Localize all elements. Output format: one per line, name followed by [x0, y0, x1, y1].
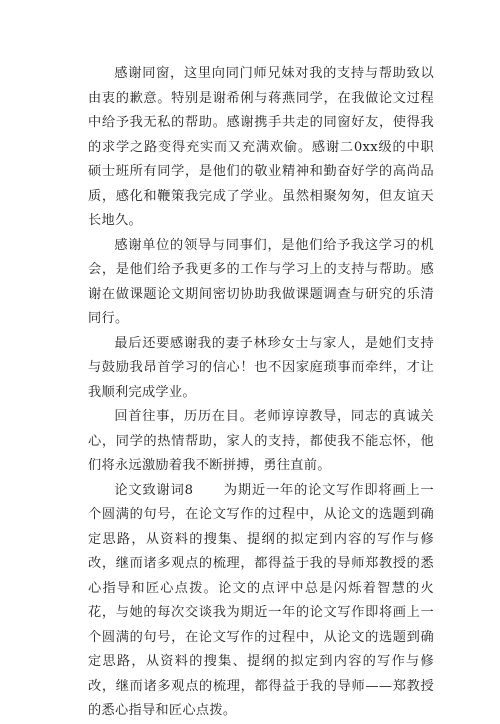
- paragraph-section-8: [88, 479, 434, 724]
- paragraph-family: 最后还要感谢我的妻子林珍女士与家人，是她们支持与鼓励我昂首学习的信心！也不因家庭琐事而牵绊，才让我顺利完成学业。: [88, 335, 434, 400]
- paragraph-colleagues: 感谢单位的领导与同事们，是他们给予我这学习的机会，是他们给予我更多的工作与学习上的支持与帮助。感谢在做课题论文期间密切协助我做课题调查与研究的乐清同行。: [88, 237, 434, 326]
- document-page: [88, 62, 434, 724]
- section-body: 为期近一年的论文写作即将画上一个圆满的句号，在论文写作的过程中，从论文的选题到确定思路，从资料的搜集、提纲的拟定到内容的写作与修改，继而诸多观点的梳理，都得益于我的导师郑教授的悉心指导和匠心点拨。论文的点评中总是闪烁着智慧的火花，与她的每次交谈我为期近一年的论文写作即将画上一个圆满的句号，在论文写作的过程中，从论文的选题到确定思路，从资料的搜集、提纲的拟定到内容的写作与修改，继而诸多观点的梳理，都得益于我的导师——郑教授的悉心指导和匠心点拨。: [88, 482, 434, 718]
- paragraph-classmates: 感谢同窗，这里向同门师兄妹对我的支持与帮助致以由衷的歉意。特别是谢希俐与蒋燕同学，在我做论文过程中给予我无私的帮助。感谢携手共走的同窗好友，使得我的求学之路变得充实而又充满欢偷。感谢二0xx级的中职硕士班所有同学，是他们的敬业精神和勤奋好学的高尚品质，感化和鞭策我完成了学业。虽然相聚匆匆，但友谊天长地久。: [88, 66, 434, 228]
- paragraph-reflection: 回首往事，历历在目。老师谆谆教导，同志的真诚关心，同学的热情帮助，家人的支持，都使我不能忘怀，他们将永远激励着我不断拼搏，勇往直前。: [88, 409, 434, 473]
- section-heading: 论文致谢词8: [114, 482, 194, 498]
